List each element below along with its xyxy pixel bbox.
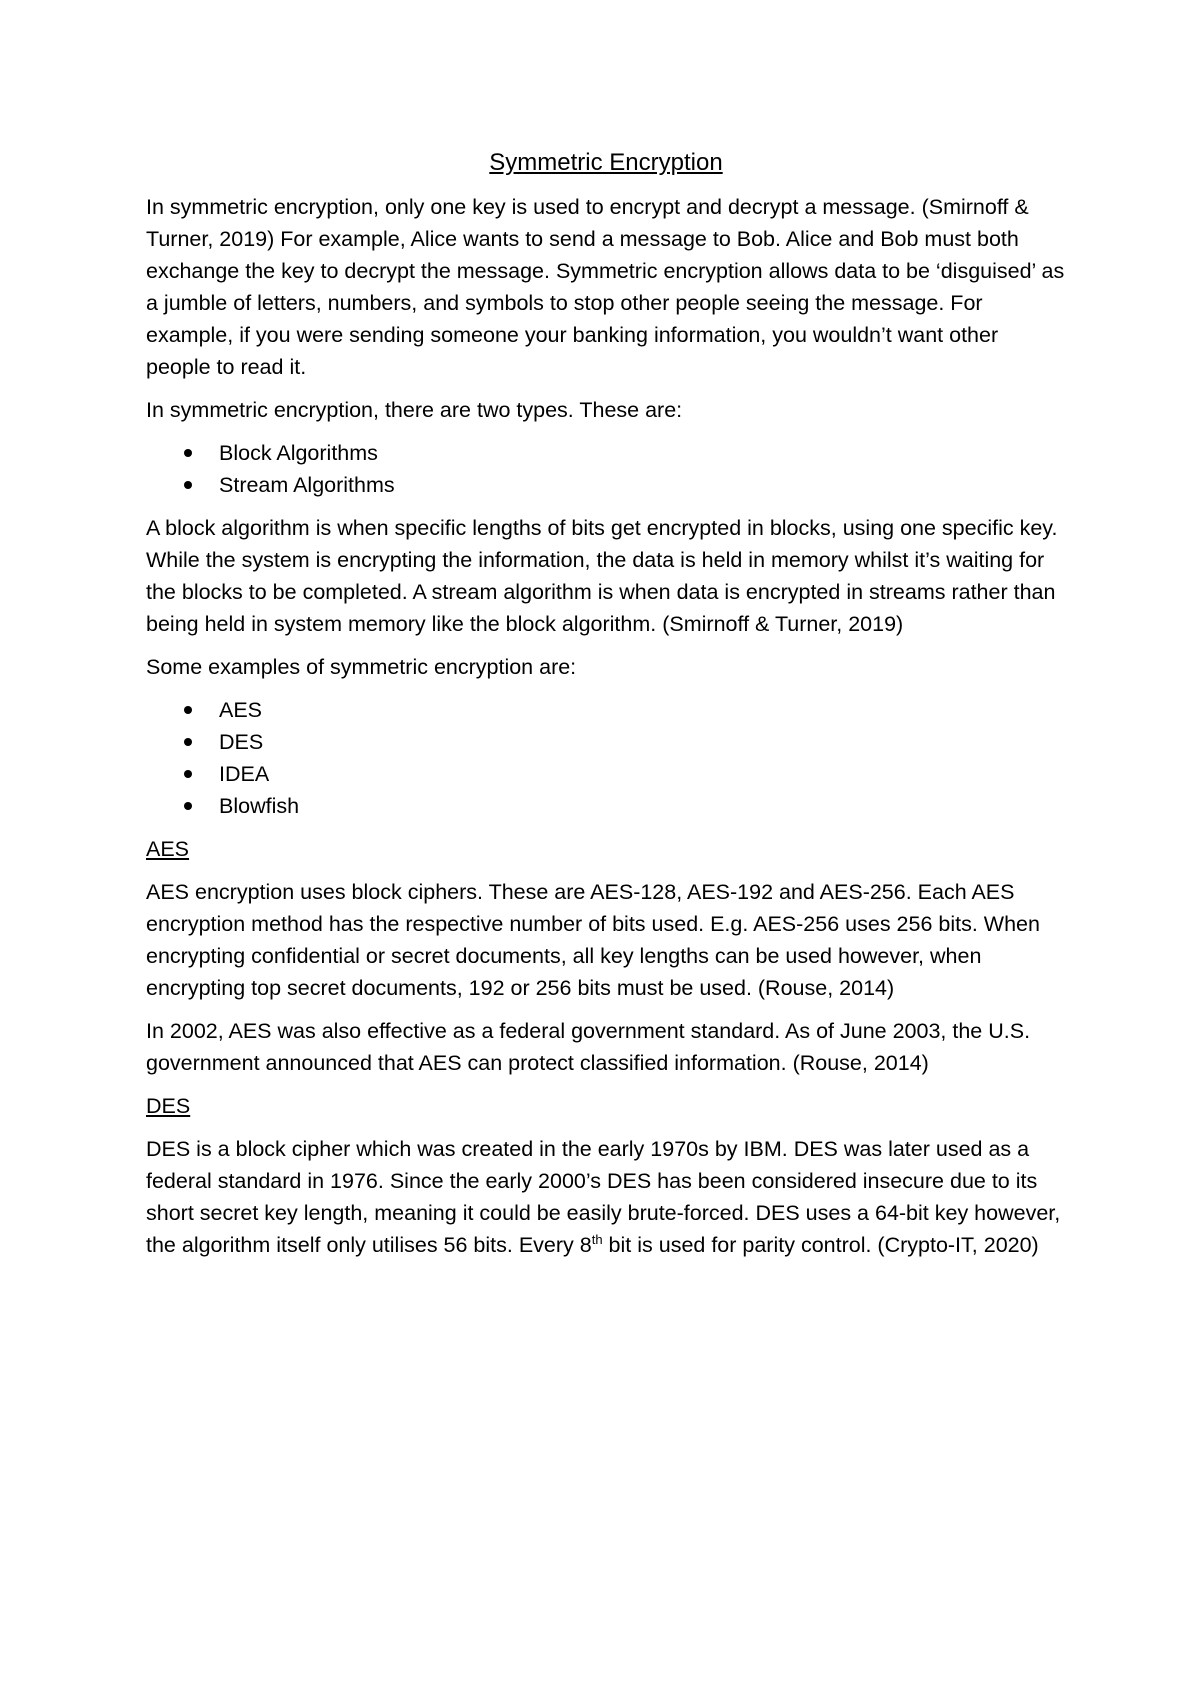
list-item xyxy=(146,726,1066,758)
types-intro-paragraph: In symmetric encryption, there are two types. These are: xyxy=(146,398,683,422)
aes-paragraph-1: AES encryption uses block ciphers. These are AES-128, AES-192 and AES-256. Each AES encryption method has the respective number of bits used. E.g. AES-256 uses 256 bits. When encrypting confidential or secret documents, all key lengths can be used however, when encrypting top secret documents, 192 or 256 bits must be used. (Rouse, 2014) xyxy=(146,880,1040,1000)
list-item-label: Block Algorithms xyxy=(219,441,378,465)
bullet-icon xyxy=(184,481,192,489)
document-body xyxy=(146,146,1066,1272)
types-list xyxy=(146,437,1066,501)
ordinal-superscript: th xyxy=(591,1231,603,1247)
bullet-icon xyxy=(184,706,192,714)
list-item-label: Blowfish xyxy=(219,794,300,818)
bullet-icon xyxy=(184,770,192,778)
aes-paragraph-2: In 2002, AES was also effective as a federal government standard. As of June 2003, the U.S. government announced that AES can protect classified information. (Rouse, 2014) xyxy=(146,1019,1031,1075)
des-paragraph-text: DES is a block cipher which was created in the early 1970s by IBM. DES was later used as a federal standard in 1976. Since the early 2000’s DES has been considered insecure due to its short secret key length, meaning it could be easily brute-forced. DES uses a 64-bit key however, the algorithm itself only utilises 56 bits. Every 8 xyxy=(146,1137,1061,1257)
des-paragraph xyxy=(146,1133,1066,1261)
list-item-label: DES xyxy=(219,730,264,754)
bullet-icon xyxy=(184,802,192,810)
list-item-label: Stream Algorithms xyxy=(219,473,395,497)
des-paragraph-text-end: bit is used for parity control. (Crypto-IT, 2020) xyxy=(602,1233,1039,1257)
bullet-icon xyxy=(184,449,192,457)
list-item xyxy=(146,437,1066,469)
intro-paragraph: In symmetric encryption, only one key is used to encrypt and decrypt a message. (Smirnoff & Turner, 2019) For example, Alice wants to send a message to Bob. Alice and Bob must both exchange the key to decrypt the message. Symmetric encryption allows data to be ‘disguised’ as a jumble of letters, numbers, and symbols to stop other people seeing the message. For example, if you were sending someone your banking information, you wouldn’t want other people to read it. xyxy=(146,195,1065,379)
list-item xyxy=(146,469,1066,501)
algorithms-paragraph: A block algorithm is when specific lengths of bits get encrypted in blocks, using one specific key. While the system is encrypting the information, the data is held in memory whilst it’s waiting for the blocks to be completed. A stream algorithm is when data is encrypted in streams rather than being held in system memory like the block algorithm. (Smirnoff & Turner, 2019) xyxy=(146,516,1058,636)
des-heading: DES xyxy=(146,1094,191,1118)
list-item xyxy=(146,694,1066,726)
aes-heading: AES xyxy=(146,837,190,861)
bullet-icon xyxy=(184,738,192,746)
list-item-label: AES xyxy=(219,698,263,722)
examples-intro-paragraph: Some examples of symmetric encryption are: xyxy=(146,655,577,679)
examples-list xyxy=(146,694,1066,822)
page-title: Symmetric Encryption xyxy=(489,149,723,176)
list-item-label: IDEA xyxy=(219,762,270,786)
list-item xyxy=(146,758,1066,790)
list-item xyxy=(146,790,1066,822)
